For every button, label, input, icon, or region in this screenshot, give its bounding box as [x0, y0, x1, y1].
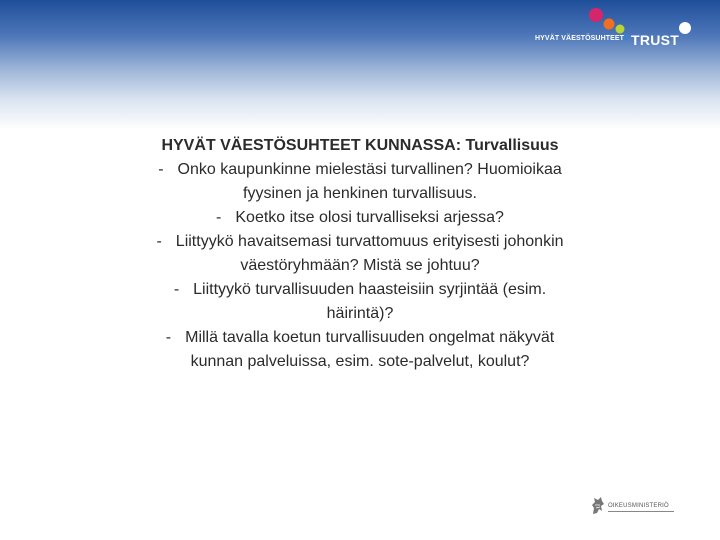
logo-dot-white [679, 22, 691, 34]
slide-title-prefix: HYVÄT VÄESTÖSUHTEET KUNNASSA: [161, 137, 466, 154]
logo-dot-green [616, 25, 625, 34]
question-3-line-1: Liittyykö havaitsemasi turvattomuus erityisesti johonkin [175, 233, 564, 250]
question-item-5 [100, 326, 620, 374]
bullet-dash: - [165, 329, 172, 346]
question-list [100, 158, 620, 374]
question-4-line-1: Liittyykö turvallisuuden haasteisiin syrjintää (esim. [193, 281, 547, 298]
lion-emblem-icon [590, 494, 606, 518]
slide-title [100, 134, 620, 158]
question-5-line-2: kunnan palveluissa, esim. sote-palvelut, koulut? [190, 353, 530, 370]
question-item-2 [100, 206, 620, 230]
logo-dot-orange [604, 19, 615, 30]
question-2-line-1: Koetko itse olosi turvalliseksi arjessa? [235, 209, 504, 226]
bullet-dash: - [158, 161, 164, 178]
question-3-line-2: väestöryhmään? Mistä se johtuu? [240, 257, 480, 274]
question-1-line-2: fyysinen ja henkinen turvallisuus. [243, 185, 477, 202]
ministry-name: OIKEUSMINISTERIÖ [608, 503, 669, 509]
footer-underline [608, 511, 674, 512]
question-item-1 [100, 158, 620, 206]
question-4-line-2: häirintä)? [326, 305, 394, 322]
bullet-dash: - [173, 281, 180, 298]
hyvat-vaestosuhteet-trust-logo [532, 4, 712, 50]
logo-dots-graphic [532, 4, 712, 50]
question-1-line-1: Onko kaupunkinne mielestäsi turvallinen? Huomioikaa [177, 161, 562, 178]
logo-dot-pink [589, 8, 603, 22]
logo-text: HYVÄT VÄESTÖSUHTEET [535, 35, 625, 42]
question-item-3 [100, 230, 620, 278]
ministry-logo [590, 494, 680, 518]
bullet-dash: - [156, 233, 162, 250]
slide-content [100, 134, 620, 374]
question-5-line-1: Millä tavalla koetun turvallisuuden ongelmat näkyvät [185, 329, 555, 346]
slide-title-topic: Turvallisuus [465, 137, 559, 154]
logo-trust-text: TRUST [631, 32, 680, 48]
bullet-dash: - [216, 209, 222, 226]
question-item-4 [100, 278, 620, 326]
